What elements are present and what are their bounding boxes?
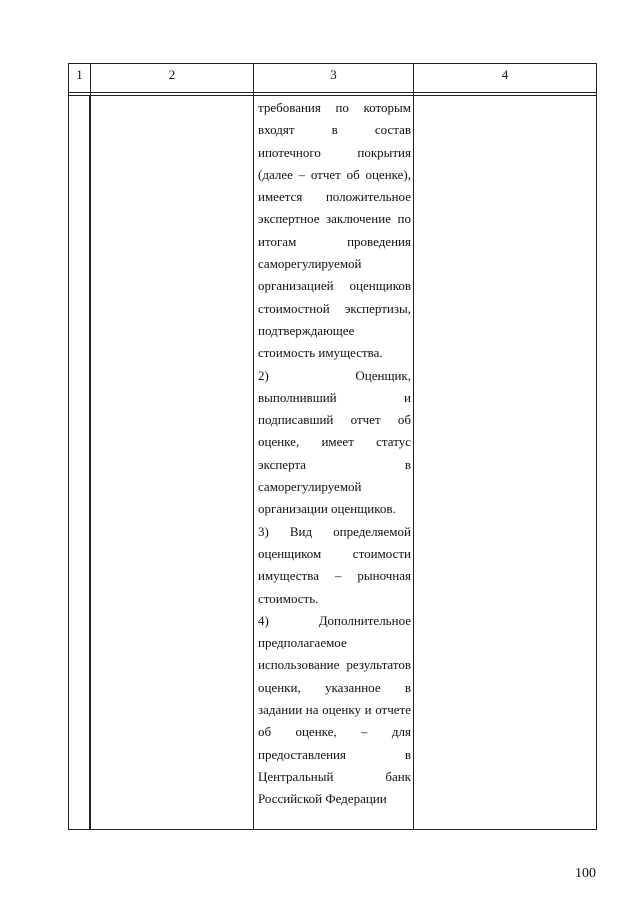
text-line: оценке, имеет статус xyxy=(258,434,411,450)
text-line: саморегулируемой xyxy=(258,479,362,495)
text-line: 3) Вид определяемой xyxy=(258,523,411,539)
text-line: имеется положительное xyxy=(258,189,411,205)
text-line: предоставления в xyxy=(258,746,411,762)
table-border-left xyxy=(68,63,69,829)
table-border-right xyxy=(596,63,597,829)
text-line: эксперта в xyxy=(258,456,411,472)
text-line: 2) Оценщик, xyxy=(258,367,411,383)
table-divider-col3 xyxy=(413,63,414,829)
table-header-rule xyxy=(68,92,597,93)
table-divider-col2 xyxy=(253,63,254,829)
text-line: входят в состав xyxy=(258,122,411,138)
text-line: саморегулируемой xyxy=(258,256,362,272)
text-line: подтверждающее xyxy=(258,322,355,338)
text-line: экспертное заключение по xyxy=(258,211,411,227)
text-line: Российской Федерации xyxy=(258,791,387,807)
text-line: ипотечного покрытия xyxy=(258,144,411,160)
table-header-col-4: 4 xyxy=(501,67,509,82)
text-line: Центральный банк xyxy=(258,768,411,784)
text-line: стоимостной экспертизы, xyxy=(258,300,411,316)
table-header-rule-inner xyxy=(68,95,597,96)
text-line: оценщиком стоимости xyxy=(258,545,411,561)
table-border-bottom xyxy=(68,829,597,830)
table-divider-col1 xyxy=(90,63,91,829)
table-header-col-1: 1 xyxy=(76,67,83,82)
text-line: требования по которым xyxy=(258,100,411,115)
text-line: подписавший отчет об xyxy=(258,412,411,428)
text-line: задании на оценку и отчете xyxy=(258,702,411,718)
text-line: стоимость. xyxy=(258,590,319,606)
table-header-col-3: 3 xyxy=(330,67,337,82)
text-line: выполнивший и xyxy=(258,389,411,405)
text-line: использование результатов xyxy=(258,657,411,673)
text-line: имущества – рыночная xyxy=(258,568,411,584)
text-line: оценки, указанное в xyxy=(258,679,411,695)
text-line: организации оценщиков. xyxy=(258,501,396,517)
page-number: 100 xyxy=(575,866,596,881)
text-line: предполагаемое xyxy=(258,635,347,651)
text-line: итогам проведения xyxy=(258,233,411,249)
text-line: стоимость имущества. xyxy=(258,345,383,361)
table-cell-col-3-text xyxy=(258,97,411,811)
table-header-col-2: 2 xyxy=(168,67,176,82)
text-line: организацией оценщиков xyxy=(258,278,411,294)
text-line: (далее – отчет об оценке), xyxy=(258,166,411,182)
text-line: 4) Дополнительное xyxy=(258,612,411,628)
text-line: об оценке, – для xyxy=(258,724,411,740)
